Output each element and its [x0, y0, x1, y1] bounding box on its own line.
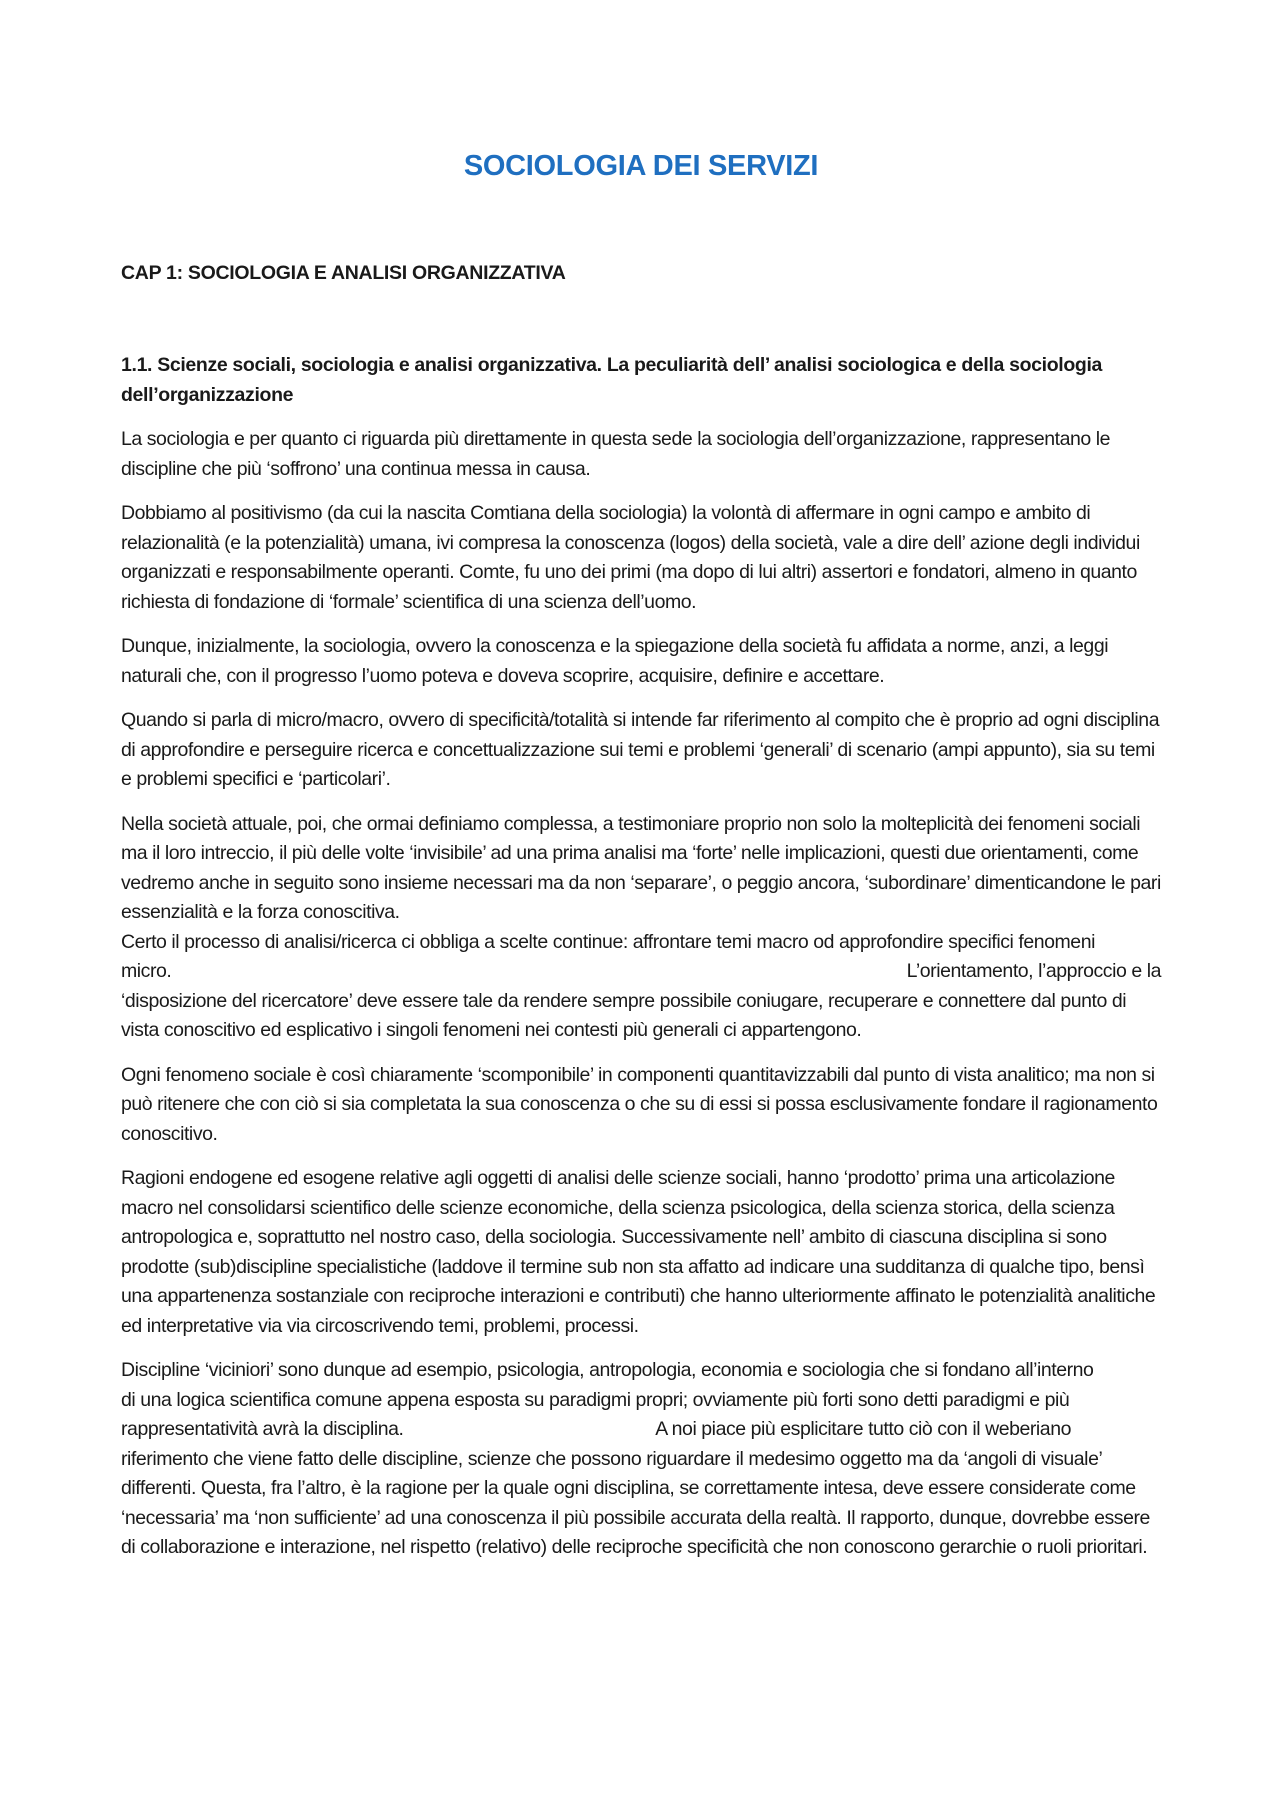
paragraph-9-line-3: [121, 1415, 1161, 1445]
paragraph-1: La sociologia e per quanto ci riguarda più direttamente in questa sede la sociologia dell’organizzazione, rappresentano le discipline che più ‘soffrono’ una continua messa in causa.: [121, 428, 1111, 480]
paragraph-9-line-3-left: rappresentatività avrà la disciplina.: [121, 1418, 404, 1440]
paragraph-6-line-1: Certo il processo di analisi/ricerca ci obbliga a scelte continue: affrontare temi macro od approfondire specifici fenomeni: [121, 930, 1095, 953]
paragraph-8: Ragioni endogene ed esogene relative agli oggetti di analisi delle scienze sociali, hanno ‘prodotto’ prima una articolazione macro nel consolidarsi scientifico delle scienze economiche, della scienza psicologica, della scienza storica, della scienza antropologica e, soprattutto nel nostro caso, della sociologia. Successivamente nell’ ambito di ciascuna disciplina si sono prodotte (sub)discipline specialistiche (laddove il termine sub non sta affatto ad indicare una sudditanza di qualche tipo, bensì una appartenenza sostanziale con reciproche interazioni e contributi) che hanno ulteriormente affinato le potenzialità analitiche ed interpretative via via circoscrivendo temi, problemi, processi.: [121, 1167, 1156, 1337]
paragraph-5: Nella società attuale, poi, che ormai definiamo complessa, a testimoniare proprio non solo la molteplicità dei fenomeni sociali ma il loro intreccio, il più delle volte ‘invisibile’ ad una prima analisi ma ‘forte’ nelle implicazioni, questi due orientamenti, come vedremo anche in seguito sono insieme necessari ma da non ‘separare’, o peggio ancora, ‘subordinare’ dimenticandone le pari essenzialità e la forza conoscitiva.: [121, 812, 1161, 923]
paragraph-6-line-2-right: L’orientamento, l’approccio e la: [906, 960, 1161, 982]
paragraph-7: Ogni fenomeno sociale è così chiaramente ‘scomponibile’ in componenti quantitavizzabili dal punto di vista analitico; ma non si può ritenere che con ciò si sia completata la sua conoscenza o che su di essi si possa esclusivamente fondare il ragionamento conoscitivo.: [121, 1063, 1158, 1145]
paragraph-3: Dunque, inizialmente, la sociologia, ovvero la conoscenza e la spiegazione della società fu affidata a norme, anzi, a leggi naturali che, con il progresso l’uomo poteva e doveva scoprire, acquisire, definire e accettare.: [121, 635, 1109, 687]
paragraph-9-line-2: di una logica scientifica comune appena esposta su paradigmi propri; ovviamente più forti sono detti paradigmi e più: [121, 1388, 1070, 1411]
document-body: [121, 351, 1161, 1578]
paragraph-6: [121, 928, 1161, 1046]
paragraph-9-rest: riferimento che viene fatto delle discipline, scienze che possono riguardare il medesimo oggetto ma da ‘angoli di visuale’ differenti. Questa, fra l’altro, è la ragione per la quale ogni disciplina, se correttamente intesa, deve essere considerate come ‘necessaria’ ma ‘non sufficiente’ ad una conoscenza il più possibile accurata della realtà. Il rapporto, dunque, dovrebbe essere di collaborazione e interazione, nel rispetto (relativo) delle reciproche specificità che non conoscono gerarchie o ruoli prioritari.: [121, 1447, 1150, 1558]
paragraph-2: Dobbiamo al positivismo (da cui la nascita Comtiana della sociologia) la volontà di affermare in ogni campo e ambito di relazionalità (e la potenzialità) umana, ivi compresa la conoscenza (logos) della società, vale a dire dell’ azione degli individui organizzati e responsabilmente operanti. Comte, fu uno dei primi (ma dopo di lui altri) assertori e fondatori, almeno in quanto richiesta di fondazione di ‘formale’ scientifica di una scienza dell’uomo.: [121, 502, 1140, 613]
paragraph-6-rest: ‘disposizione del ricercatore’ deve essere tale da rendere sempre possibile coniugare, recuperare e connettere dal punto di vista conoscitivo ed esplicativo i singoli fenomeni nei contesti più generali ci appartengono.: [121, 989, 1127, 1041]
chapter-heading: CAP 1: SOCIOLOGIA E ANALISI ORGANIZZATIVA: [121, 262, 566, 284]
paragraph-4: Quando si parla di micro/macro, ovvero di specificità/totalità si intende far riferimento al compito che è proprio ad ogni disciplina di approfondire e perseguire ricerca e concettualizzazione sui temi e problemi ‘generali’ di scenario (ampi appunto), sia su temi e problemi specifici e ‘particolari’.: [121, 709, 1160, 790]
paragraph-9-line-1: Discipline ‘viciniori’ sono dunque ad esempio, psicologia, antropologia, economia e sociologia che si fondano all’interno: [121, 1359, 1094, 1381]
section-heading: 1.1. Scienze sociali, sociologia e analisi organizzativa. La peculiarità dell’ analisi sociologica e della sociologia dell’organizzazione: [121, 354, 1103, 406]
document-title: SOCIOLOGIA DEI SERVIZI: [463, 150, 819, 182]
paragraph-9-line-3-right: A noi piace più esplicitare tutto ciò con il weberiano: [655, 1418, 1071, 1440]
paragraph-9: [121, 1356, 1161, 1563]
paragraph-6-line-2-left: micro.: [121, 960, 172, 982]
paragraph-6-line-2: [121, 957, 1161, 987]
